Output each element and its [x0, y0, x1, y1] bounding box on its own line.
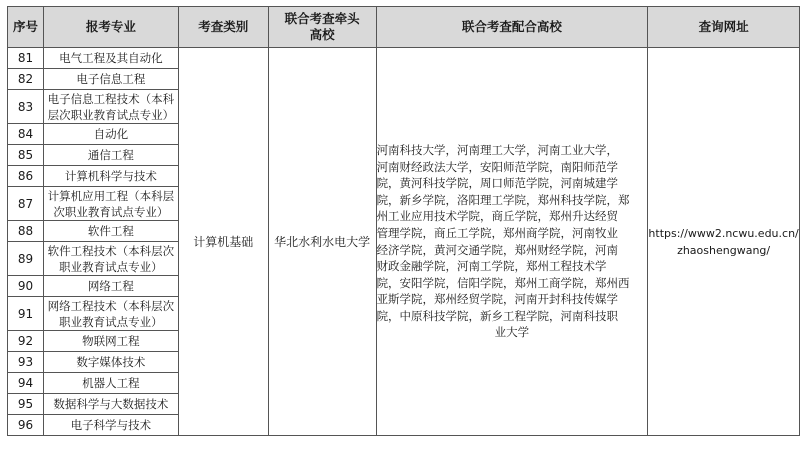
- partner-line: 院，新乡学院，洛阳理工学院，郑州科技学院，郑: [376, 192, 630, 207]
- header-partners: 联合考查配合高校: [376, 7, 648, 48]
- partner-line: 院，黄河科技学院，周口师范学院，河南城建学: [376, 176, 619, 191]
- row-number: 95: [8, 394, 44, 415]
- row-number: 91: [8, 297, 44, 331]
- query-url[interactable]: https://www2.ncwu.edu.cn/zhaoshengwang/: [648, 48, 800, 436]
- header-lead: 联合考查牵头高校: [268, 7, 376, 48]
- partner-line: 院，安阳学院，信阳学院，郑州工商学院，郑州西: [376, 275, 630, 290]
- row-number: 94: [8, 373, 44, 394]
- row-number: 84: [8, 124, 44, 145]
- row-number: 82: [8, 69, 44, 90]
- partner-universities: [376, 48, 648, 436]
- table-row: [8, 48, 800, 69]
- header-url: 查询网址: [648, 7, 800, 48]
- partner-line: 河南科技大学，河南理工大学，河南工业大学，: [376, 142, 619, 157]
- row-major: 软件工程技术（本科层次职业教育试点专业）: [43, 242, 178, 276]
- row-major: 电子信息工程: [43, 69, 178, 90]
- partner-line: 财政金融学院，河南工学院，郑州工程技术学: [376, 259, 607, 274]
- row-number: 96: [8, 415, 44, 436]
- partner-line: 业大学: [494, 325, 530, 340]
- row-major: 通信工程: [43, 145, 178, 166]
- row-number: 93: [8, 352, 44, 373]
- row-major: 数字媒体技术: [43, 352, 178, 373]
- header-no: 序号: [8, 7, 44, 48]
- row-number: 90: [8, 276, 44, 297]
- header-category: 考查类别: [178, 7, 268, 48]
- row-major: 软件工程: [43, 221, 178, 242]
- row-major: 机器人工程: [43, 373, 178, 394]
- row-major: 网络工程技术（本科层次职业教育试点专业）: [43, 297, 178, 331]
- header-major: 报考专业: [43, 7, 178, 48]
- partner-line: 经济学院，黄河交通学院，郑州财经学院，河南: [376, 242, 619, 257]
- partner-line: 亚斯学院，郑州经贸学院，河南开封科技传媒学: [376, 292, 619, 307]
- partner-line: 管理学院，商丘工学院，郑州商学院，河南牧业: [376, 225, 619, 240]
- row-major: 物联网工程: [43, 331, 178, 352]
- partner-line: 河南财经政法大学，安阳师范学院，南阳师范学: [376, 159, 619, 174]
- row-number: 81: [8, 48, 44, 69]
- row-number: 87: [8, 187, 44, 221]
- row-major: 自动化: [43, 124, 178, 145]
- row-number: 88: [8, 221, 44, 242]
- enrollment-table: [7, 6, 800, 436]
- row-major: 数据科学与大数据技术: [43, 394, 178, 415]
- row-number: 89: [8, 242, 44, 276]
- row-major: 电子科学与技术: [43, 415, 178, 436]
- row-major: 电气工程及其自动化: [43, 48, 178, 69]
- header-row: [8, 7, 800, 48]
- row-major: 计算机科学与技术: [43, 166, 178, 187]
- row-number: 83: [8, 90, 44, 124]
- row-number: 92: [8, 331, 44, 352]
- row-number: 85: [8, 145, 44, 166]
- row-major: 电子信息工程技术（本科层次职业教育试点专业）: [43, 90, 178, 124]
- row-major: 网络工程: [43, 276, 178, 297]
- lead-university: 华北水利水电大学: [268, 48, 376, 436]
- exam-category: 计算机基础: [178, 48, 268, 436]
- row-number: 86: [8, 166, 44, 187]
- partner-line: 州工业应用技术学院，商丘学院，郑州升达经贸: [376, 209, 619, 224]
- row-major: 计算机应用工程（本科层次职业教育试点专业）: [43, 187, 178, 221]
- partner-line: 院，中原科技学院，新乡工程学院，河南科技职: [376, 308, 619, 323]
